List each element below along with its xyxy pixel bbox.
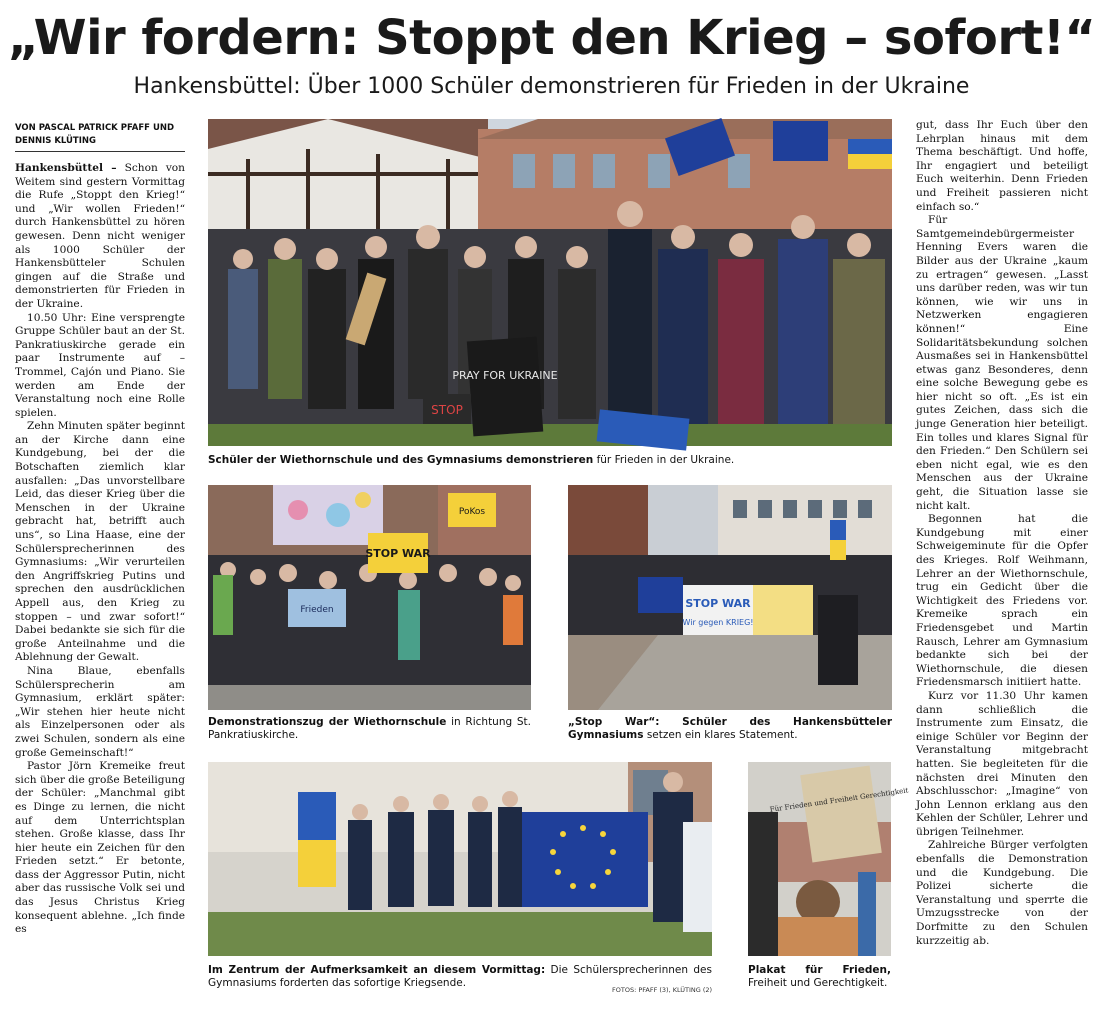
sign-pokos: PoKos [458, 507, 486, 517]
banner-stop-war: STOP WAR [685, 597, 751, 610]
paragraph-4: Nina Blaue, ebenfalls Schülersprecherin am Gymnasium, erklärt später: „Wir stehen hier heute nicht als Einzelpersonen oder als zwei Schulen, sondern als eine große Gemeinschaft!“ [15, 664, 185, 759]
subheadline: Hankensbüttel: Über 1000 Schüler demonstrieren für Frieden in der Ukraine [133, 74, 970, 99]
caption-banner-rest: setzen ein klares Statement. [643, 729, 798, 741]
sign-stop: STOP [431, 403, 463, 417]
banner-wir-gegen-krieg: Wir gegen KRIEG! [682, 618, 754, 627]
caption-poster-rest: Freiheit und Gerechtigkeit. [748, 977, 888, 989]
caption-main-bold: Schüler der Wiethornschule und des Gymnasiums demonstrieren [208, 454, 594, 466]
photo-stop-war-banner [568, 485, 892, 710]
caption-poster [748, 964, 891, 990]
photo-credit: FOTOS: PFAFF (3), KLÜTING (2) [612, 986, 713, 994]
paragraph-9: Kurz vor 11.30 Uhr kamen dann schließlich die Instrumente zum Einsatz, die einige Schüler vor Beginn der Veranstaltung mitgebracht hatten. Sie begleiteten für die nächsten drei Minuten den Abschlusschor: „Imagine“ von John Lennon erklang aus den Kehlen der Schüler, Lehrer und übrigen Teilnehmer. [916, 689, 1088, 838]
paragraph-8: Begonnen hat die Kundgebung mit einer Schweigeminute für die Opfer des Krieges. Rolf Weihmann, Lehrer an der Wiethornschule, trug ein Gedicht über die Wichtigkeit des Friedens vor. Kremeike sprach ein Friedensgebet und Martin Rausch, Lehrer am Gymnasium bedankte sich bei der Wiethornschule, die diesen Friedensmarsch initiiert hatte. [916, 513, 1088, 689]
sign-frieden: Frieden [300, 605, 334, 615]
paragraph-1-text: Schon von Weitem sind gestern Vormittag die Rufe „Stoppt den Krieg!“ und „Wir wollen Frieden!“ durch Hankensbüttel zu hören gewesen. Denn nicht weniger als 1000 Schüler der Hankensbütteler Schulen gingen auf die Straße und demonstrierten für Frieden in der Ukraine. [15, 162, 186, 310]
caption-banner [568, 716, 892, 742]
sign-stop-war: STOP WAR [365, 547, 431, 560]
article-column-3 [916, 119, 1088, 948]
sign-pray-for-ukraine: PRAY FOR UKRAINE [452, 369, 558, 382]
caption-march-rest: in Richtung St. Pankratiuskirche. [208, 716, 532, 741]
caption-speakers-bold: Im Zentrum der Aufmerksamkeit an diesem Vormittag: [208, 964, 546, 976]
paragraph-3: Zehn Minuten später beginnt an der Kirche dann eine Kundgebung, bei der die Botschaften ziemlich klar ausfallen: „Das unvorstellbare Leid, das dieser Krieg über die Menschen in der Ukraine gebracht hat, betrifft auch uns“, so Lina Haase, eine der Schülersprecherinnen des Gymnasiums: „Wir verurteilen den Angriffskrieg Putins und sprechen den ausdrücklichen Appell aus, den Krieg zu stoppen – und zwar sofort!“ Dabei bedankte sie sich für die große Anteilnahme und die Ablehnung der Gewalt. [15, 420, 185, 664]
headline: „Wir fordern: Stoppt den Krieg – sofort!“ [7, 10, 1096, 66]
caption-march [208, 716, 531, 742]
caption-speakers-rest: Die Schülersprecherinnen des Gymnasiums forderten das sofortige Kriegsende. [208, 964, 712, 989]
caption-poster-bold: Plakat für Frieden, [748, 964, 891, 976]
caption-banner-bold: „Stop War“: Schüler des Hankensbütteler Gymnasiums [568, 716, 892, 741]
photo-speakers [208, 762, 712, 956]
photo-march [208, 485, 531, 710]
byline: VON PASCAL PATRICK PFAFF UND DENNIS KLÜTING [15, 122, 185, 152]
paragraph-10: Zahlreiche Bürger verfolgten ebenfalls die Demonstration und die Kundgebung. Die Polizei sicherte die Veranstaltung und sperrte die Umzugsstrecke von der Dorfmitte zu den Schulen kurzzeitig ab. [916, 839, 1088, 947]
caption-main [208, 454, 892, 467]
paragraph-1 [15, 162, 185, 312]
article-column-1 [15, 162, 185, 937]
dateline: Hankensbüttel – [15, 162, 117, 174]
poster-text: Für Frieden und Freiheit Gerechtigkeit [769, 786, 909, 814]
paragraph-7: Für Samtgemeindebürgermeister Henning Evers waren die Bilder aus der Ukraine „kaum zu ertragen“ gewesen. „Lasst uns darüber reden, was wir tun können, wie wir uns in Netzwerken engagieren können!“ Eine Solidaritätsbekundung solchen Ausmaßes sei in Hankensbüttel etwas ganz Besonderes, denn eine solche Bewegung gebe es hier nicht so oft. „Es ist ein gutes Zeichen, dass sich die junge Generation hier beteiligt. Ein tolles und klares Signal für den Frieden.“ Den Schülern sei eben nicht egal, wie es den Menschen aus der Ukraine geht, die Situation lasse sie nicht kalt. [916, 214, 1088, 512]
caption-march-bold: Demonstrationszug der Wiethornschule [208, 716, 447, 728]
photo-main-demonstration [208, 119, 892, 446]
caption-main-rest: für Frieden in der Ukraine. [593, 454, 735, 466]
paragraph-5: Pastor Jörn Kremeike freut sich über die große Beteiligung der Schüler: „Manchmal gibt es Dinge zu lernen, die nicht auf dem Unterrichtsplan stehen. Große klasse, dass Ihr hier heute ein Zeichen für den Frieden setzt.“ Er betonte, dass der Aggressor Putin, nicht aber das russische Volk sei und das Jesus Christus Krieg konsequent ablehne. „Ich finde es [15, 760, 185, 936]
photo-poster [748, 762, 909, 956]
paragraph-6: gut, dass Ihr Euch über den Lehrplan hinaus mit dem Thema beschäftigt. Und hoffe, Ihr engagiert und beteiligt Euch weiterhin. Denn Frieden und Freiheit passieren nicht einfach so.“ [916, 119, 1088, 213]
paragraph-2: 10.50 Uhr: Eine versprengte Gruppe Schüler baut an der St. Pankratiuskirche gerade ein paar Instrumente auf – Trommel, Cajón und Piano. Sie werden am Ende der Veranstaltung noch eine Rolle spielen. [15, 311, 185, 419]
